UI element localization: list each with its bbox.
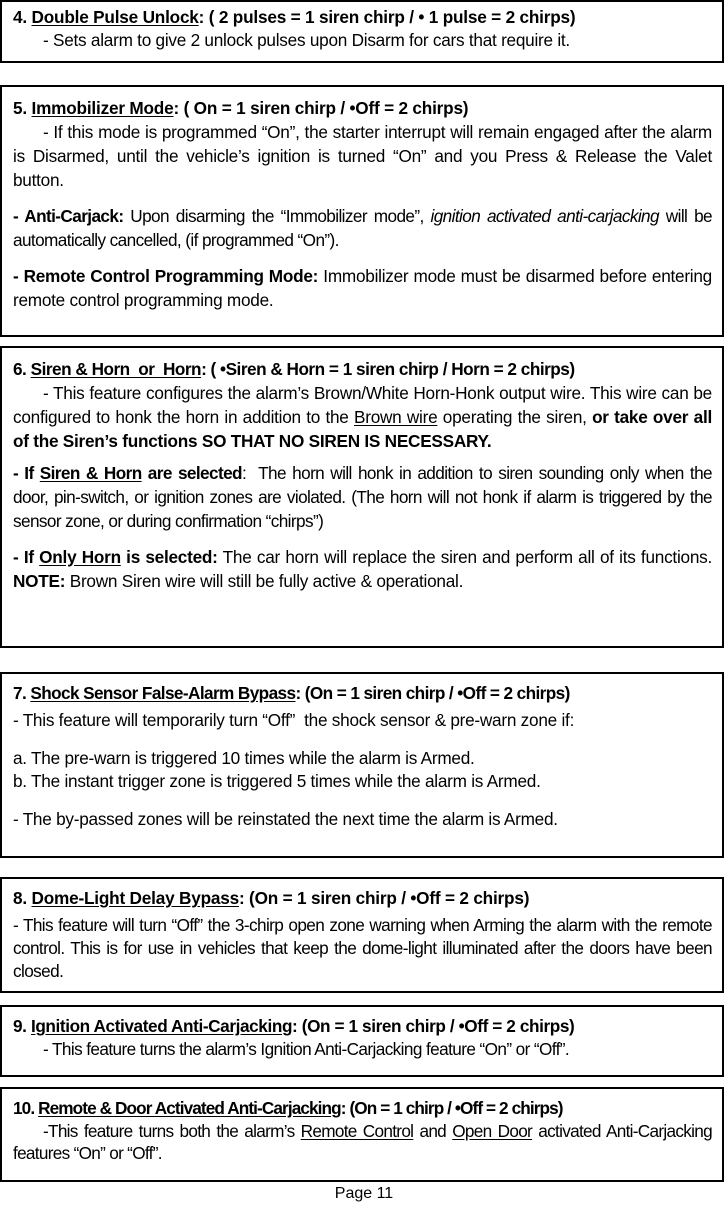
body-bold-text: or take over all of the Siren’s functions SO THAT NO SIREN IS NECESSARY. xyxy=(13,406,712,451)
section-name: Ignition Activated Anti-Carjacking xyxy=(30,1016,293,1036)
section-title xyxy=(13,6,712,29)
condition-a: a. The pre-warn is triggered 10 times while the alarm is Armed. xyxy=(13,748,475,768)
section-name: Dome-Light Delay Bypass xyxy=(31,888,239,908)
section-title xyxy=(13,682,712,705)
section-options: : (On = 1 siren chirp / •Off = 2 chirps) xyxy=(292,1016,575,1036)
section-title xyxy=(13,1097,712,1120)
section-number: 7. xyxy=(13,683,27,703)
only-horn-selected-note xyxy=(13,545,712,593)
section-body xyxy=(13,1120,712,1165)
note-underlined: Only Horn xyxy=(39,546,121,567)
section-options: : (On = 1 siren chirp / •Off = 2 chirps) xyxy=(295,683,570,703)
note-text: The horn will honk in addition to siren sounding only when the door, pin-switch, or ignition zones are violated. (The horn will not honk if alarm is triggered by the sensor zone, or during confirmation “chirps”) xyxy=(13,462,717,531)
anti-carjack-italic: ignition activated anti-carjacking xyxy=(430,205,659,226)
section-name: Shock Sensor False-Alarm Bypass xyxy=(30,683,296,703)
section-name: Siren & Horn or Horn xyxy=(30,359,202,379)
condition-b: b. The instant trigger zone is triggered 5 times while the alarm is Armed. xyxy=(13,770,541,791)
note-text-2: Brown Siren wire will still be fully active & operational. xyxy=(65,570,464,591)
section-number: 5. xyxy=(13,98,27,118)
body-text-2: operating the siren, xyxy=(437,406,593,427)
remote-programming-text: Immobilizer mode must be disarmed before entering remote control programming mode. xyxy=(13,265,712,310)
section-body: - This feature turns the alarm’s Ignition Anti-Carjacking feature “On” or “Off”. xyxy=(43,1038,570,1059)
note-suffix: is selected: xyxy=(120,546,218,567)
section-number: 6. xyxy=(13,359,27,379)
siren-horn-selected-note xyxy=(13,461,717,533)
section-siren-horn xyxy=(0,346,724,648)
section-shock-sensor-bypass xyxy=(0,672,724,858)
section-title xyxy=(13,1015,712,1038)
section-outro: - The by-passed zones will be reinstated the next time the alarm is Armed. xyxy=(13,809,558,829)
section-name: Remote & Door Activated Anti-Carjacking xyxy=(38,1098,341,1118)
body-text: -This feature turns both the alarm’s xyxy=(43,1120,301,1141)
section-options: : ( On = 1 siren chirp / •Off = 2 chirps) xyxy=(173,98,469,118)
section-dome-light-bypass xyxy=(0,877,724,993)
section-intro: - This feature will temporarily turn “Off” the shock sensor & pre-warn zone if: xyxy=(13,709,575,730)
body-text-2: and xyxy=(413,1120,453,1141)
section-title xyxy=(13,887,712,910)
note-text: The car horn will replace the siren and perform all of its functions. xyxy=(217,546,713,567)
section-title xyxy=(13,358,712,381)
section-title xyxy=(13,97,712,120)
section-number: 8. xyxy=(13,888,27,908)
section-number: 10. xyxy=(13,1098,35,1118)
note-prefix: - If xyxy=(13,546,40,567)
anti-carjack-label: - Anti-Carjack: xyxy=(13,205,124,226)
note-suffix: are selected xyxy=(141,462,242,483)
note-colon: : xyxy=(241,462,247,483)
section-options: : ( •Siren & Horn = 1 siren chirp / Horn = 2 chirps) xyxy=(201,359,575,379)
open-door-text: Open Door xyxy=(452,1120,533,1141)
body-text-3: activated Anti-Carjacking features “On” or “Off”. xyxy=(13,1120,713,1163)
section-body: - This feature will turn “Off” the 3-chirp open zone warning when Arming the alarm with the remote control. This is for use in vehicles that keep the dome-light illuminated after the doors have been closed. xyxy=(13,914,712,981)
section-options: : (On = 1 siren chirp / •Off = 2 chirps) xyxy=(238,888,530,908)
section-body xyxy=(13,381,712,453)
section-remote-door-anti-carjacking xyxy=(0,1087,724,1182)
section-name: Immobilizer Mode xyxy=(31,98,174,118)
anti-carjack-note xyxy=(13,204,712,252)
remote-programming-note xyxy=(13,264,712,312)
brown-wire-text: Brown wire xyxy=(354,406,438,427)
note-label: NOTE: xyxy=(13,570,66,591)
section-body: - Sets alarm to give 2 unlock pulses upon Disarm for cars that require it. xyxy=(43,29,570,50)
section-immobilizer-mode xyxy=(0,85,724,337)
section-name: Double Pulse Unlock xyxy=(31,7,199,27)
remote-programming-label: - Remote Control Programming Mode: xyxy=(13,265,319,286)
section-double-pulse-unlock xyxy=(0,0,724,63)
section-number: 4. xyxy=(13,7,27,27)
section-options: : (On = 1 chirp / •Off = 2 chirps) xyxy=(340,1098,563,1118)
section-body: - If this mode is programmed “On”, the starter interrupt will remain engaged after the alarm is Disarmed, until the vehicle’s ignition is turned “On” and you Press & Release the Valet button. xyxy=(13,121,712,190)
note-underlined: Siren & Horn xyxy=(39,462,142,483)
section-number: 9. xyxy=(13,1016,27,1036)
anti-carjack-text-2: will be automatically cancelled, (if programmed “On”). xyxy=(13,205,712,250)
page-number: Page 11 xyxy=(334,1185,394,1202)
remote-control-text: Remote Control xyxy=(300,1120,414,1141)
body-text: - This feature configures the alarm’s Brown/White Horn-Honk output wire. This wire can be configured to honk the horn in addition to the xyxy=(13,382,712,427)
section-ignition-anti-carjacking xyxy=(0,1005,724,1077)
anti-carjack-text: Upon disarming the “Immobilizer mode”, xyxy=(123,205,431,226)
note-prefix: - If xyxy=(13,462,40,483)
section-options: : ( 2 pulses = 1 siren chirp / • 1 pulse = 2 chirps) xyxy=(198,7,576,27)
